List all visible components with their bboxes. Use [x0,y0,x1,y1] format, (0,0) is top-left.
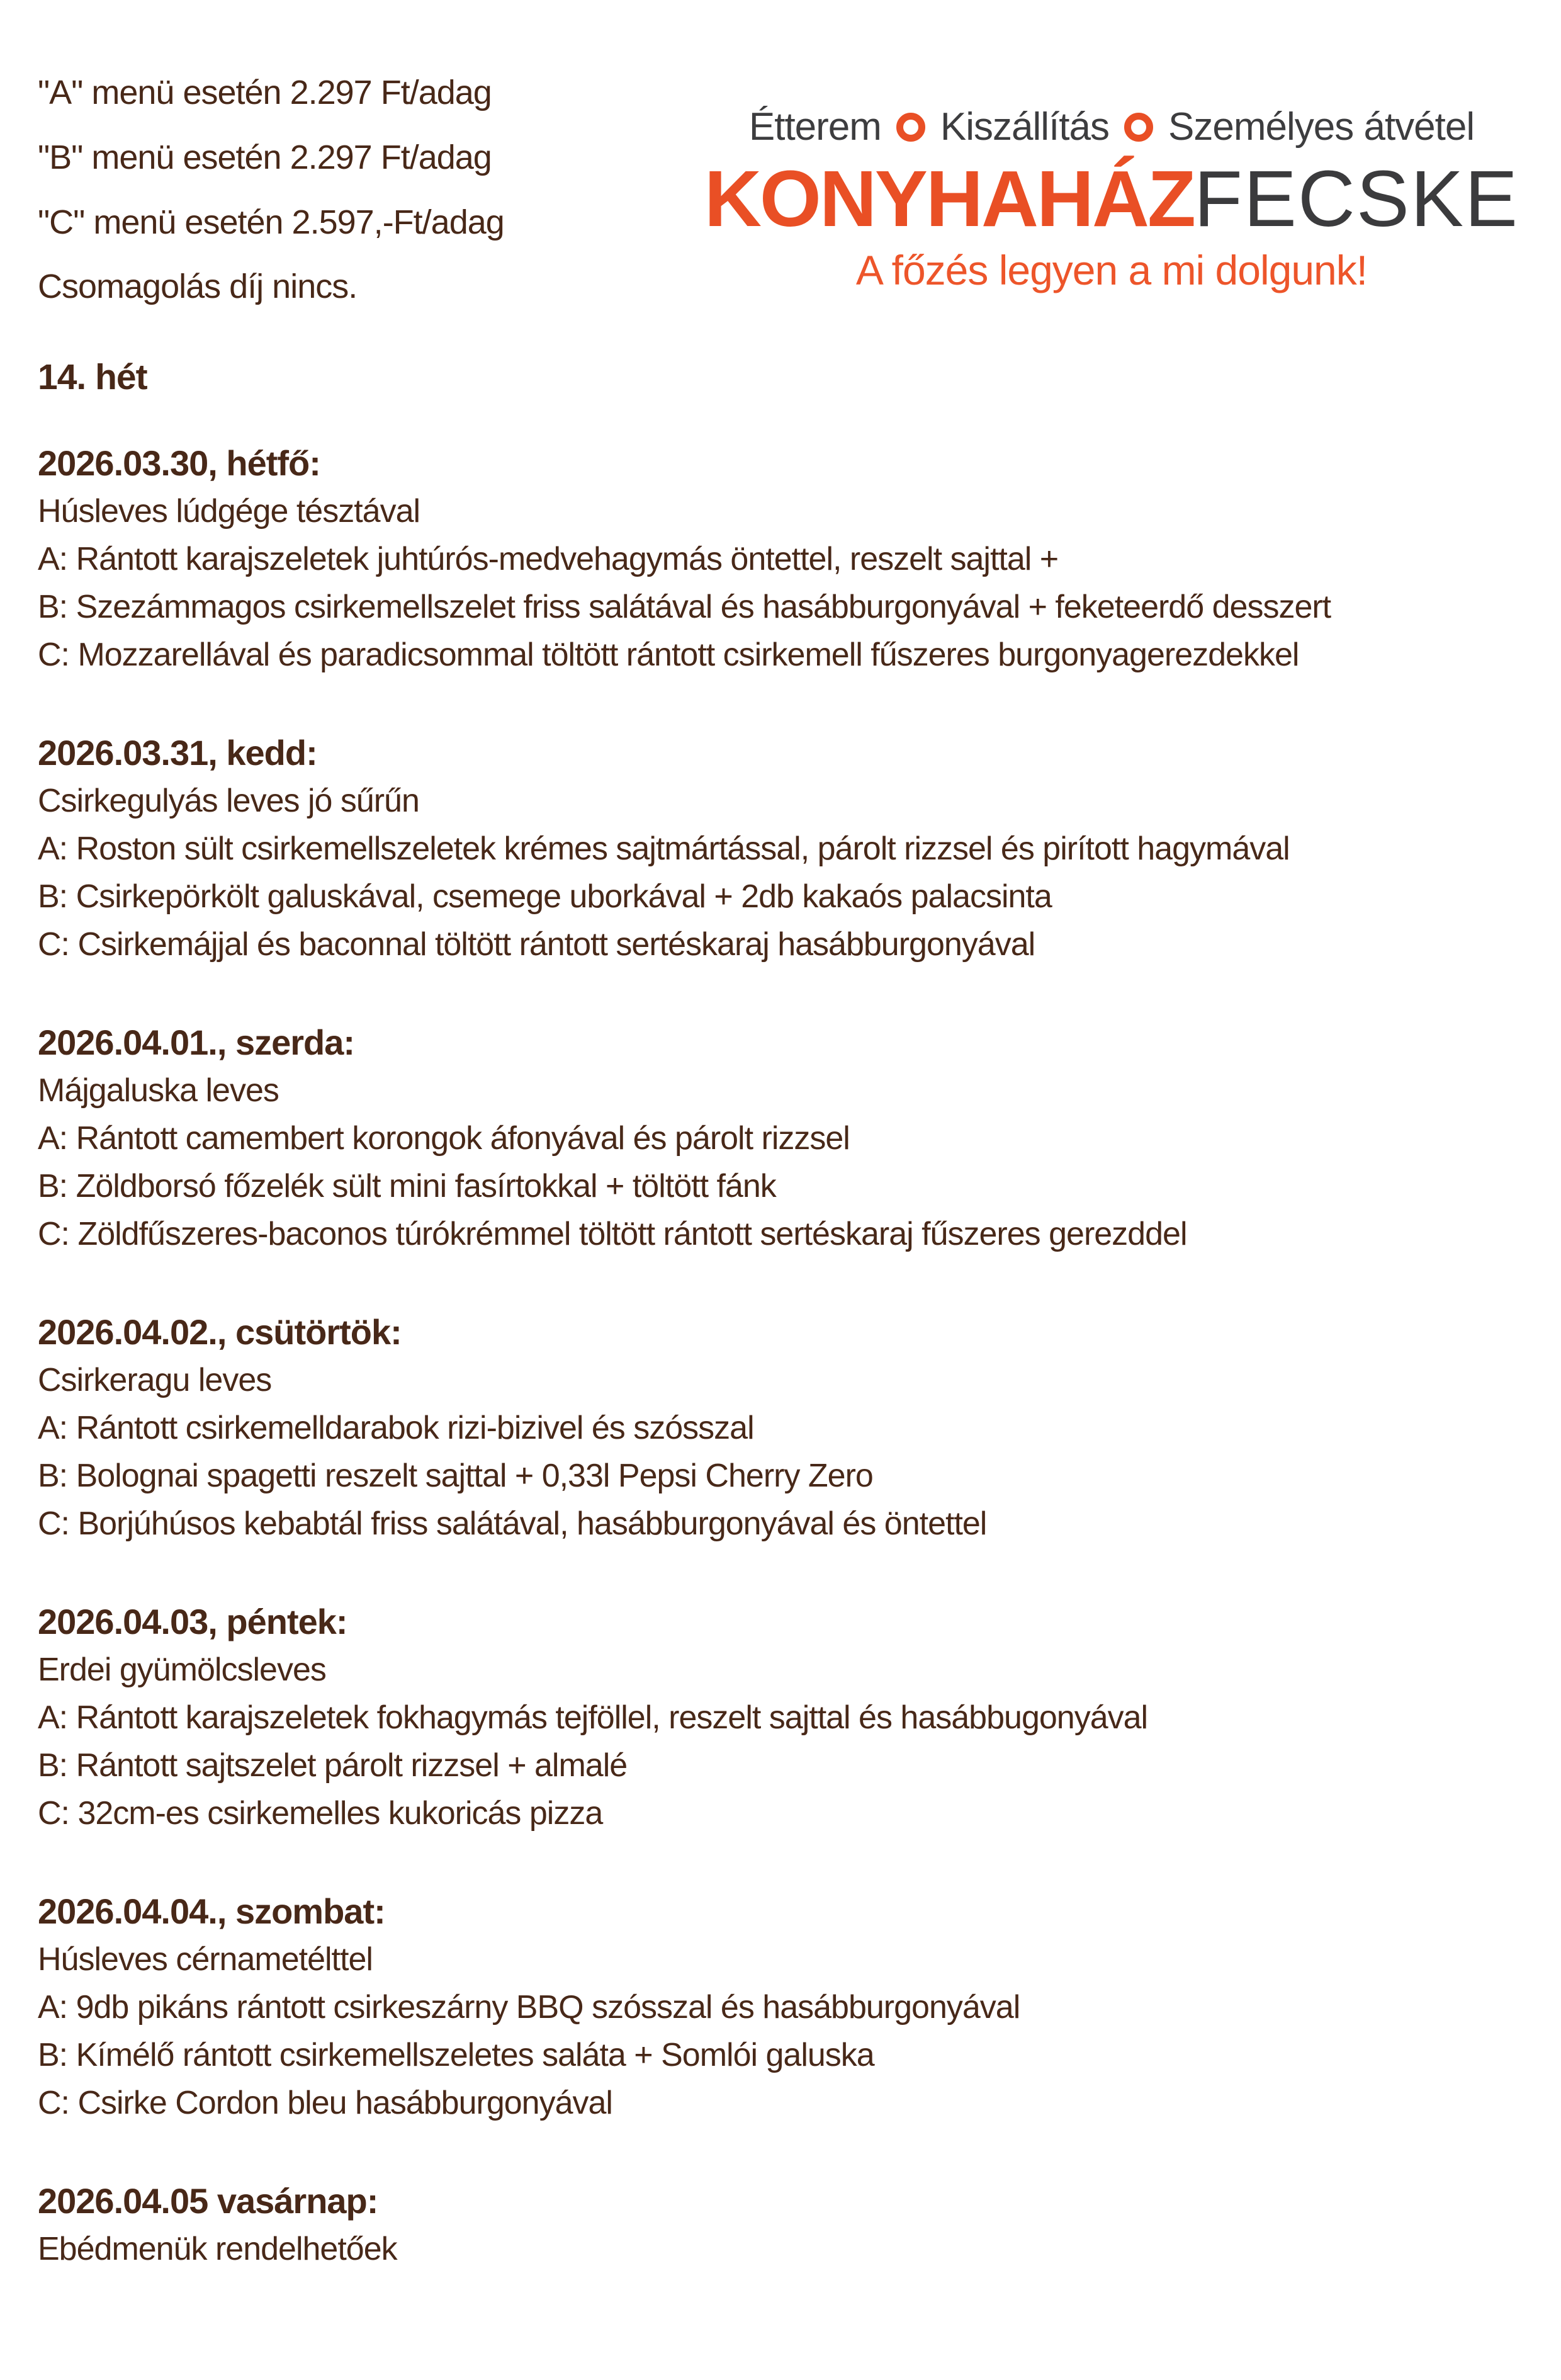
service-label-pickup: Személyes átvétel [1168,105,1475,149]
ring-bullet-icon [1124,113,1153,142]
soup-line: Csirkeragu leves [38,1362,272,1398]
weekly-menu [38,439,1536,2323]
day-header: 2026.04.04., szombat: [38,1891,385,1931]
price-line-c: "C" menü esetén 2.597,-Ft/adag [38,203,504,241]
menu-option-c: C: 32cm-es csirkemelles kukoricás pizza [38,1795,603,1832]
soup-line: Csirkegulyás leves jó sűrűn [38,783,419,819]
packaging-note: Csomagolás díj nincs. [38,268,358,305]
day-block-tuesday [38,729,1536,968]
day-header: 2026.04.01., szerda: [38,1023,355,1062]
day-block-sunday [38,2177,1536,2273]
service-label-restaurant: Étterem [748,105,881,149]
menu-option-a: A: Rántott csirkemelldarabok rizi-bizivel és szósszal [38,1410,754,1446]
brand-secondary: FECSKE [1193,154,1519,243]
day-block-thursday [38,1308,1536,1548]
menu-option-b: B: Kímélő rántott csirkemellszeletes saláta + Somlói galuska [38,2037,874,2073]
menu-option-a: A: Roston sült csirkemellszeletek krémes sajtmártással, párolt rizzsel és pirított hagymával [38,830,1290,867]
day-block-saturday [38,1888,1536,2127]
day-header: 2026.03.31, kedd: [38,733,317,773]
menu-option-b: B: Zöldborsó főzelék sült mini fasírtokkal + töltött fánk [38,1168,776,1204]
menu-option-b: B: Szezámmagos csirkemellszelet friss salátával és hasábburgonyával + feketeerdő desszert [38,589,1331,625]
brand-tagline: A főzés legyen a mi dolgunk! [855,247,1368,293]
day-block-monday [38,439,1536,679]
ring-bullet-icon [896,113,925,142]
pricing-block [38,60,504,255]
brand-wordmark [696,154,1527,243]
service-label-delivery: Kiszállítás [940,105,1110,149]
day-header: 2026.04.03, péntek: [38,1602,347,1641]
price-line-a: "A" menü esetén 2.297 Ft/adag [38,74,492,111]
logo [696,105,1527,294]
soup-line: Húsleves lúdgége tésztával [38,493,420,530]
brand-primary: KONYHAHÁZ [704,154,1194,243]
menu-option-a: A: Rántott camembert korongok áfonyával és párolt rizzsel [38,1120,850,1157]
soup-line: Húsleves cérnametélttel [38,1941,373,1978]
day-header: 2026.04.02., csütörtök: [38,1312,402,1352]
logo-services [696,105,1527,149]
price-line-b: "B" menü esetén 2.297 Ft/adag [38,139,492,176]
menu-option-c: C: Zöldfűszeres-baconos túrókrémmel töltött rántott sertéskaraj fűszeres gerezddel [38,1216,1187,1252]
menu-option-c: C: Borjúhúsos kebabtál friss salátával, hasábburgonyával és öntettel [38,1505,987,1542]
menu-option-c: C: Mozzarellával és paradicsommal töltött rántott csirkemell fűszeres burgonyagerezdekkel [38,637,1299,673]
menu-option-c: C: Csirkemájjal és baconnal töltött rántott sertéskaraj hasábburgonyával [38,926,1035,963]
day-header: 2026.04.05 vasárnap: [38,2181,378,2221]
menu-option-c: C: Csirke Cordon bleu hasábburgonyával [38,2085,612,2121]
day-block-wednesday [38,1019,1536,1258]
menu-option-a: A: Rántott karajszeletek juhtúrós-medvehagymás öntettel, reszelt sajttal + [38,541,1059,577]
sunday-note: Ebédmenük rendelhetőek [38,2231,397,2267]
soup-line: Májgaluska leves [38,1072,279,1109]
menu-option-b: B: Csirkepörkölt galuskával, csemege uborkával + 2db kakaós palacsinta [38,878,1052,915]
menu-option-a: A: Rántott karajszeletek fokhagymás tejföllel, reszelt sajttal és hasábbugonyával [38,1699,1148,1736]
soup-line: Erdei gyümölcsleves [38,1652,326,1688]
menu-option-b: B: Rántott sajtszelet párolt rizzsel + almalé [38,1747,628,1784]
week-label: 14. hét [38,357,147,397]
menu-option-a: A: 9db pikáns rántott csirkeszárny BBQ szósszal és hasábburgonyával [38,1989,1020,2026]
day-block-friday [38,1598,1536,1837]
menu-option-b: B: Bolognai spagetti reszelt sajttal + 0,33l Pepsi Cherry Zero [38,1458,873,1494]
day-header: 2026.03.30, hétfő: [38,443,320,483]
